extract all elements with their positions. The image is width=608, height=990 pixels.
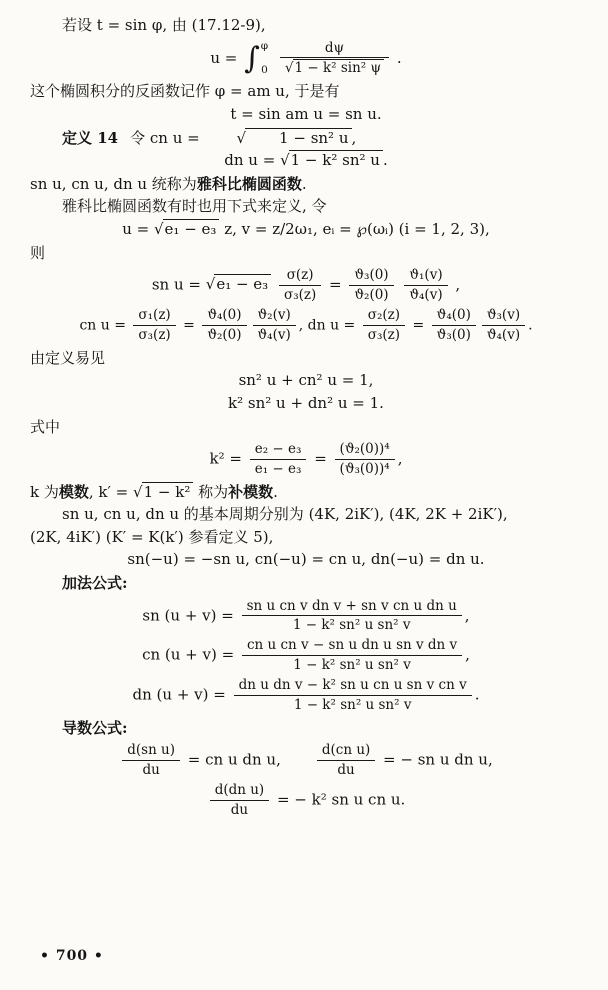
comodulus-term-bold: 补模数 (228, 482, 274, 501)
fraction-denominator: ϑ₄(v) (404, 285, 447, 304)
fraction-denominator (280, 57, 389, 77)
fraction-denominator: 1 − k² sn² u sn² v (242, 655, 462, 674)
fraction (317, 742, 375, 779)
sn-pre: sn u = (151, 275, 206, 294)
fraction-numerator: σ₁(z) (138, 306, 171, 323)
modulus-p1: k 为 (30, 482, 59, 501)
fraction (210, 782, 270, 819)
heading-derivative-formulas (30, 717, 582, 740)
para-modulus-names (30, 481, 582, 504)
fraction (349, 267, 393, 304)
fraction (432, 307, 476, 344)
fraction-numerator: ϑ₁(v) (409, 267, 443, 283)
para-jacobi-naming (30, 173, 582, 196)
fraction-denominator: ϑ₂(0) (349, 285, 393, 304)
modulus-p2: , k′ = (88, 482, 134, 501)
dn-pre: dn u = (224, 151, 281, 169)
fraction-denominator: ϑ₂(0) (202, 325, 246, 344)
equals: = (329, 275, 347, 294)
fraction-denominator: 1 − k² sn² u sn² v (242, 615, 462, 634)
fraction (202, 307, 246, 344)
fraction (280, 40, 389, 78)
integral (244, 41, 270, 75)
fraction (335, 441, 395, 478)
fraction (242, 637, 462, 674)
fraction-numerator: d(dn u) (214, 782, 265, 798)
jacobi-pre: sn u, cn u, dn u 统称为 (30, 174, 197, 193)
eq-lhs: u = (210, 48, 238, 67)
eq-identity-2: k² sn² u + dn² u = 1. (228, 393, 384, 412)
modulus-p4: . (273, 482, 278, 501)
eq-tail: = − k² sn u cn u. (272, 790, 406, 809)
dn-tail: . (382, 151, 388, 169)
radical-sign: √ (236, 128, 247, 147)
fraction-denominator: σ₃(z) (279, 285, 321, 304)
eq-tail: , (464, 605, 470, 624)
radical-sign: √ (284, 60, 294, 77)
para-inverse-function: 这个椭圆积分的反函数记作 φ = am u, 于是有 (30, 82, 340, 101)
fraction-denominator: 1 − k² sn² u sn² v (234, 695, 472, 714)
radicand: 1 − k² sin² ψ (293, 59, 385, 76)
fraction-denominator: σ₃(z) (133, 325, 175, 344)
fraction-denominator: (ϑ₃(0))⁴ (335, 459, 395, 478)
fraction (253, 307, 296, 344)
para-where: 式中 (30, 417, 61, 436)
k2-pre: k² = (209, 449, 247, 468)
eq-tail: . (474, 685, 480, 704)
fraction-denominator: σ₃(z) (363, 325, 405, 344)
integral-sign: ∫ (244, 40, 260, 76)
sqrt-radical (133, 483, 193, 501)
para-periods-line1: sn u, cn u, dn u 的基本周期分别为 (4K, 2iK′), (4K, 2K + 2iK′), (62, 505, 508, 524)
deriv-mid1: = cn u dn u, (183, 750, 281, 769)
subst-pre: u = (122, 219, 154, 238)
eq-tail: . (528, 317, 533, 334)
fraction-numerator: dψ (324, 39, 345, 56)
fraction-numerator: ϑ₃(v) (486, 306, 521, 323)
eq-addition-dn (30, 677, 582, 714)
fraction (234, 677, 472, 714)
sqrt-radical (285, 60, 384, 76)
integral-upper-limit: φ (260, 40, 269, 53)
sqrt-radical (154, 220, 219, 238)
subst-post: z, v = z/2ω₁, eᵢ = ℘(ωᵢ) (i = 1, 2, 3), (219, 219, 490, 238)
para-easy-to-see: 由定义易见 (30, 348, 106, 367)
fraction-numerator: σ(z) (286, 267, 314, 283)
fraction-numerator: sn u cn v dn v + sn v cn u dn u (246, 597, 457, 614)
add-cn-pre: cn (u + v) = (142, 645, 239, 664)
radical-sign: √ (133, 482, 143, 501)
fraction-numerator: ϑ₄(0) (207, 306, 242, 323)
fraction (404, 267, 447, 304)
fraction (482, 307, 525, 344)
fraction-denominator: ϑ₃(0) (432, 325, 476, 344)
radicand: e₁ − e₃ (214, 274, 271, 293)
fraction-numerator: dn u dn v − k² sn u cn u sn v cn v (238, 677, 467, 693)
fraction-denominator: du (210, 800, 270, 819)
para-then: 则 (30, 243, 46, 262)
para-intro: 若设 t = sin φ, 由 (17.12-9), (62, 16, 266, 34)
fraction-numerator: (ϑ₂(0))⁴ (339, 441, 390, 457)
fraction-numerator: ϑ₂(v) (257, 306, 291, 323)
fraction (250, 441, 307, 478)
fraction (363, 307, 405, 344)
radicand: 1 − sn² u (245, 128, 351, 147)
eq-identity-1: sn² u + cn² u = 1, (238, 371, 374, 389)
eq-elliptic-integral (30, 40, 582, 78)
eq-tail: . (396, 48, 402, 67)
fraction-denominator: ϑ₄(v) (482, 325, 525, 344)
equals: = (408, 317, 429, 334)
heading-addition-formulas (30, 572, 582, 595)
fraction-denominator: du (317, 760, 375, 779)
eq-tail: , (397, 449, 403, 468)
fraction-denominator: ϑ₄(v) (253, 325, 296, 344)
fraction (242, 598, 462, 635)
fraction-numerator: d(sn u) (127, 742, 176, 759)
radical-sign: √ (205, 275, 216, 294)
fraction (133, 307, 175, 344)
radicand: 1 − k² (142, 482, 194, 501)
para-definition-14 (30, 127, 582, 150)
fraction-denominator: e₁ − e₃ (250, 459, 307, 478)
definition-label: 定义 14 (62, 128, 119, 147)
fraction (122, 742, 180, 779)
mid-dn: , dn u = (298, 317, 360, 334)
eq-tail: , (455, 275, 461, 294)
add-dn-pre: dn (u + v) = (132, 685, 231, 704)
modulus-term-bold: 模数 (58, 482, 89, 501)
jacobi-term-bold: 雅科比椭圆函数 (196, 174, 302, 193)
modulus-p3: 称为 (193, 482, 229, 501)
add-sn-pre: sn (u + v) = (142, 605, 239, 624)
sqrt-radical (280, 151, 383, 169)
fraction-numerator: cn u cn v − sn u dn u sn v dn v (246, 637, 458, 654)
eq-cn-dn-sigma-theta (30, 307, 582, 344)
fraction-numerator: ϑ₄(0) (436, 306, 471, 323)
eq-tail: , (465, 645, 470, 664)
radicand: 1 − k² sn² u (289, 150, 383, 169)
fraction-numerator: d(cn u) (321, 742, 371, 759)
def14-pre: 令 cn u = (130, 128, 205, 147)
addition-heading-bold: 加法公式: (62, 574, 128, 592)
fraction (279, 267, 321, 304)
page-number: • 700 • (40, 948, 104, 964)
eq-odd-even-parity: sn(−u) = −sn u, cn(−u) = cn u, dn(−u) = dn u. (127, 550, 485, 569)
derivative-heading-bold: 导数公式: (62, 718, 128, 737)
eq-sinam: t = sin am u = sn u. (230, 104, 382, 123)
radical-sign: √ (153, 219, 164, 238)
integral-lower-limit: 0 (261, 63, 268, 76)
para-periods-line2: (2K, 4iK′) (K′ = K(k′) 参看定义 5), (30, 527, 274, 546)
equals: = (309, 449, 332, 468)
fraction-numerator: e₂ − e₃ (254, 441, 302, 457)
sqrt-radical (204, 129, 351, 147)
def14-tail: , (351, 128, 357, 147)
eq-derivative-dn (30, 782, 582, 819)
radical-sign: √ (280, 151, 290, 169)
eq-dn-definition (30, 150, 582, 172)
eq-addition-sn (30, 598, 582, 635)
fraction-denominator: du (122, 760, 180, 779)
fraction-numerator: ϑ₃(0) (354, 267, 389, 283)
para-alternative-definition: 雅科比椭圆函数有时也用下式来定义, 令 (62, 197, 327, 216)
integral-limits (261, 41, 268, 75)
eq-derivative-sn-cn (30, 742, 582, 779)
eq-substitution (30, 219, 582, 241)
sqrt-radical (206, 275, 271, 293)
eq-addition-cn (30, 637, 582, 674)
cn-pre: cn u = (79, 317, 131, 334)
equals: = (178, 317, 200, 334)
fraction-numerator: σ₂(z) (367, 306, 401, 323)
eq-modulus-k2 (30, 441, 582, 478)
jacobi-tail: . (301, 174, 307, 193)
deriv-mid2: = − sn u dn u, (378, 750, 493, 769)
eq-sn-sigma-theta (30, 267, 582, 304)
radicand: e₁ − e₃ (163, 219, 220, 238)
